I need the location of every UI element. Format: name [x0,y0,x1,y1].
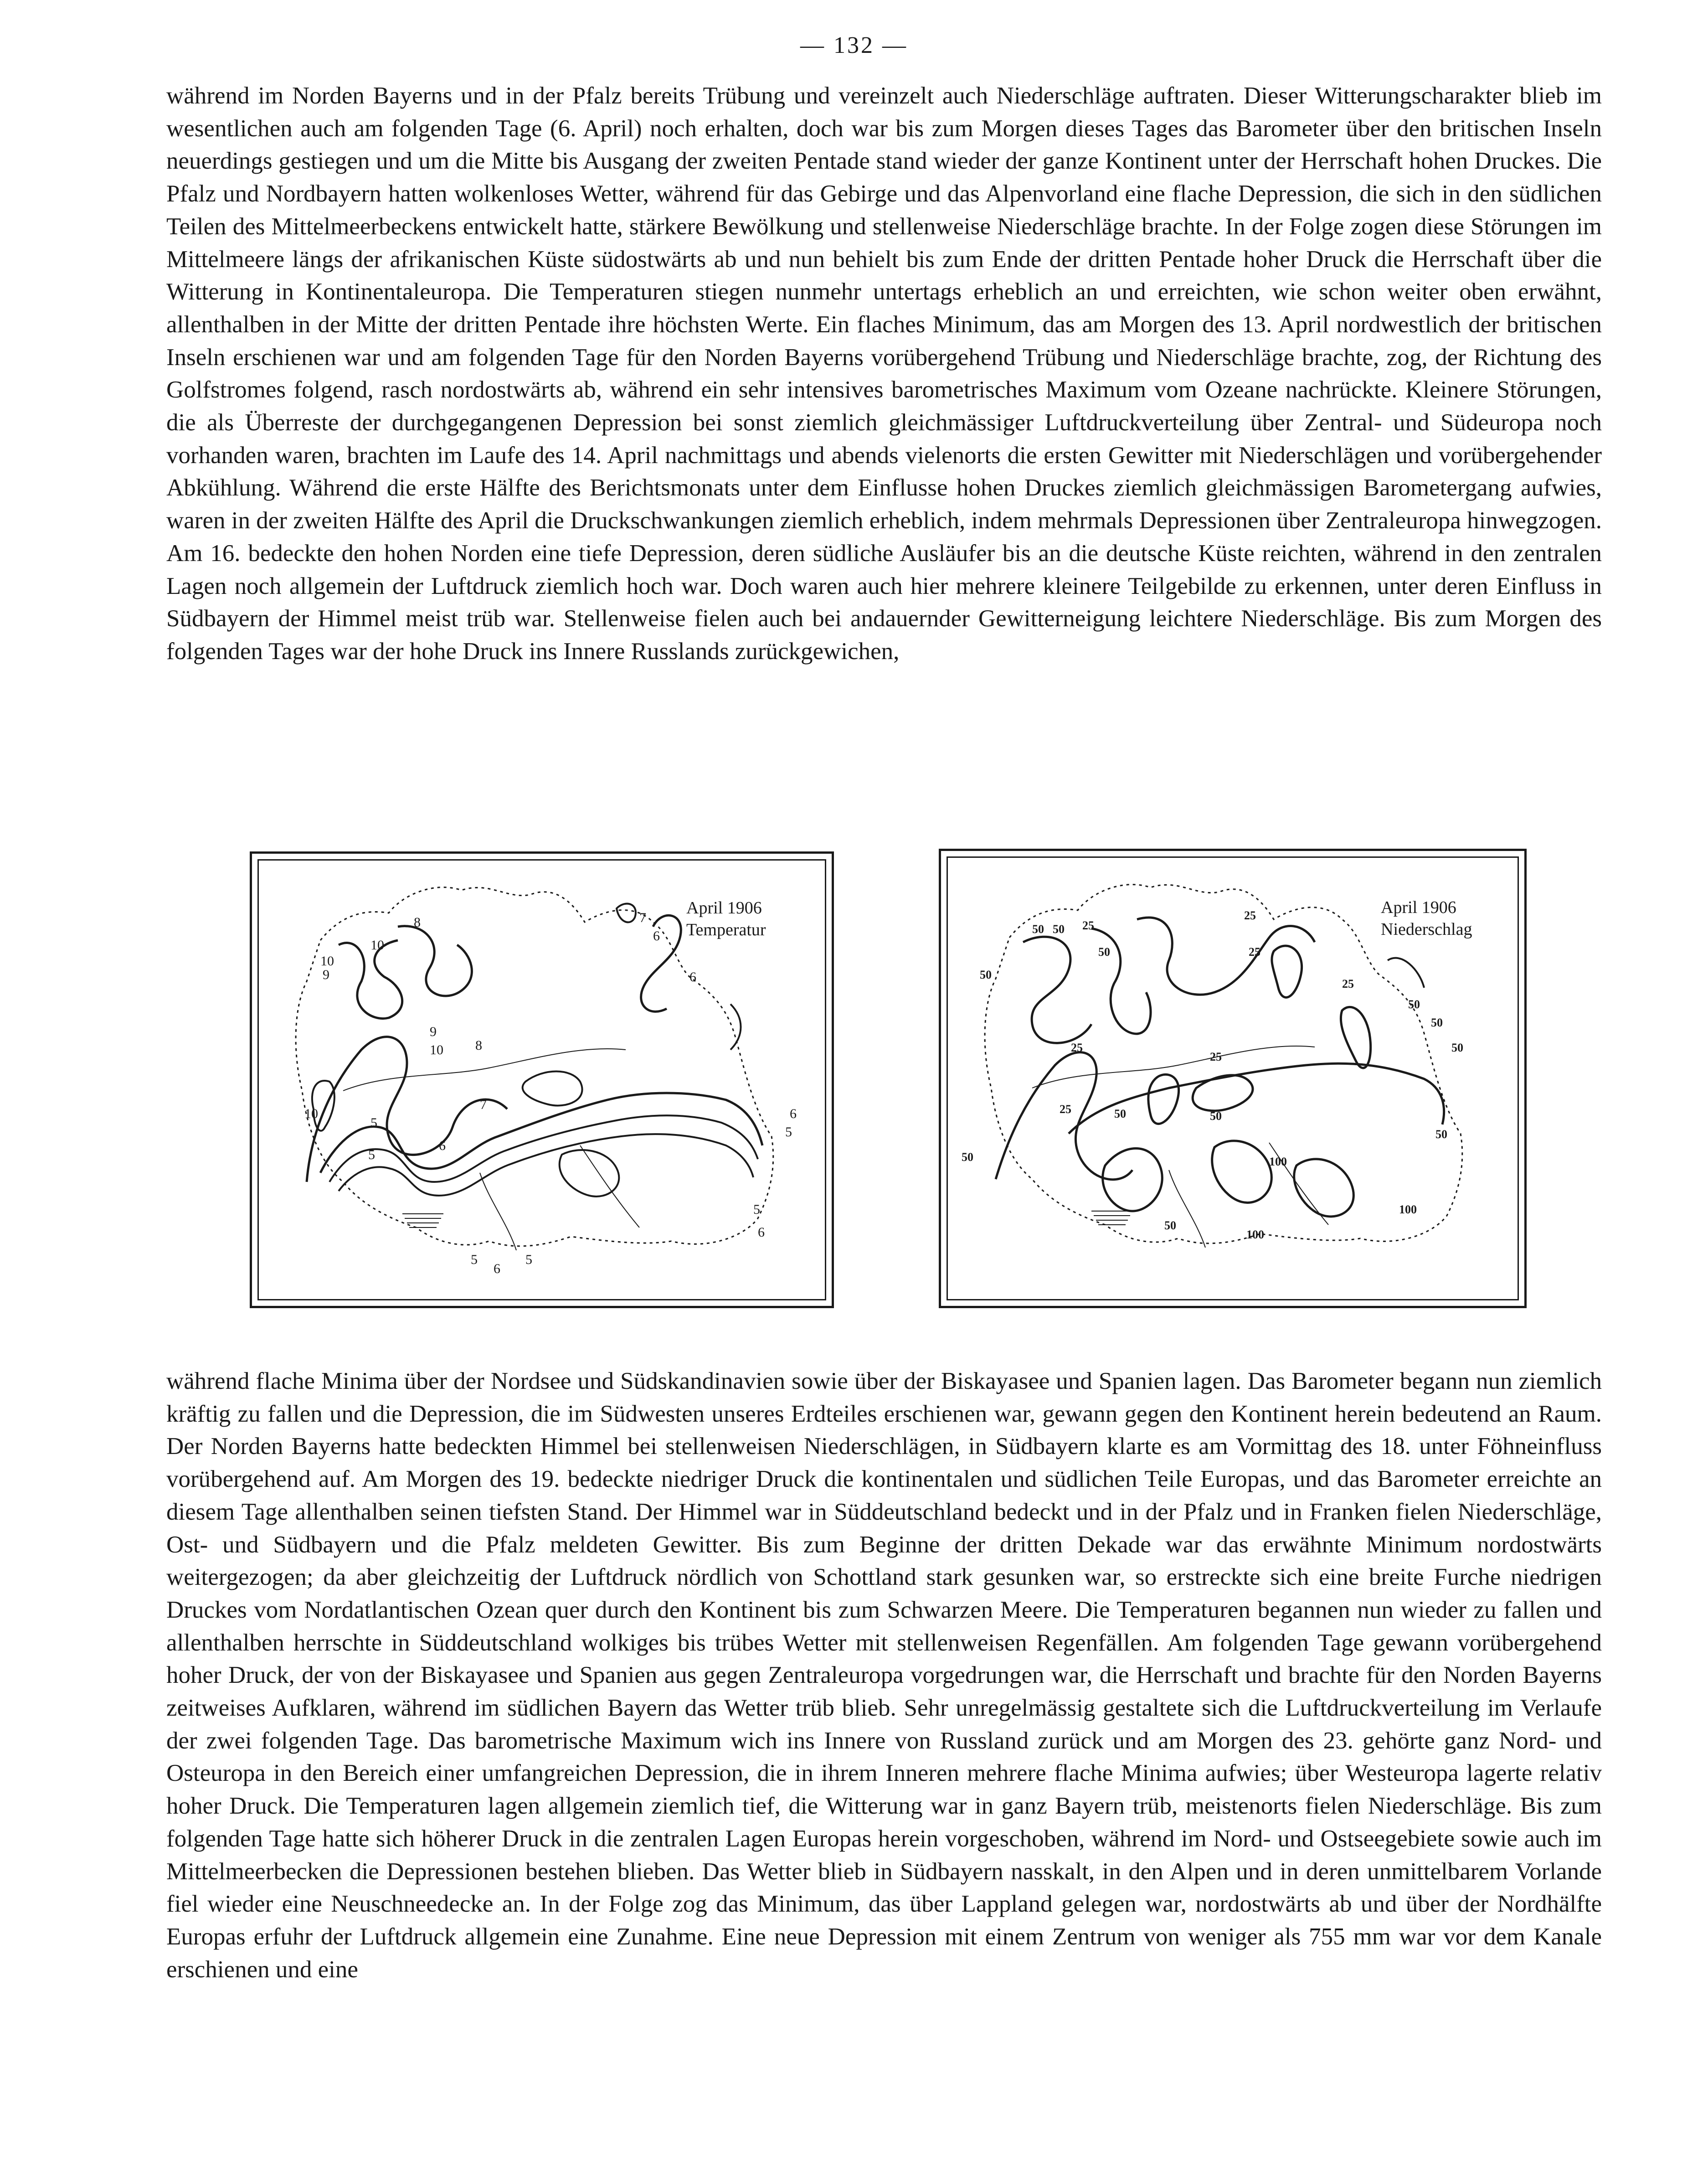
precipitation-map-title-line2: Niederschlag [1381,920,1472,939]
temp-isotherm [312,1081,334,1131]
temp-isotherm [617,904,636,923]
precip-isohyet [1212,1141,1272,1203]
temp-label: 5 [368,1147,375,1162]
temp-label: 9 [430,1024,437,1039]
temp-isotherm [523,1072,582,1106]
map-precipitation [939,849,1527,1308]
precip-label: 50 [1114,1107,1126,1120]
precip-label: 100 [1246,1228,1264,1241]
precipitation-map-title [1381,897,1472,940]
temp-label: 7 [639,910,646,925]
precip-isohyet [996,1052,1132,1180]
temp-label: 10 [370,938,384,953]
precip-label: 50 [1210,1109,1222,1123]
map-temperature [250,851,834,1308]
precip-label: 25 [1071,1041,1083,1054]
temp-label: 6 [758,1225,765,1240]
precip-label: 25 [1244,909,1256,922]
temp-river [480,1173,516,1250]
precip-label: 100 [1269,1155,1287,1168]
temp-label: 6 [653,928,660,944]
precip-label: 50 [962,1150,973,1164]
temp-river [343,1049,626,1091]
page-number: — 132 — [800,32,908,58]
temp-label: 7 [480,1097,487,1112]
precip-label: 50 [980,968,992,981]
precip-label: 50 [1098,945,1110,959]
temp-label: 9 [323,967,329,982]
temperature-map-title-line1: April 1906 [686,898,762,918]
temp-label: 10 [320,954,334,969]
precip-isohyet [1023,937,1091,1043]
precip-label: 50 [1053,923,1065,936]
temp-label: 5 [471,1252,478,1267]
temp-isotherm [731,1004,741,1050]
precip-isohyet [1272,946,1302,997]
precip-label: 25 [1060,1103,1071,1116]
temp-label: 5 [785,1124,792,1140]
precip-isohyet [1388,958,1424,988]
precip-label: 25 [1082,919,1094,932]
precip-isohyet [1069,1063,1444,1134]
precip-label: 50 [1408,998,1420,1011]
temp-isotherm [641,915,681,1011]
temp-label: 6 [439,1138,446,1153]
precip-isohyet [1294,1159,1354,1217]
precip-label: 50 [1164,1219,1176,1232]
temp-river [580,1145,639,1227]
precip-label: 100 [1399,1203,1417,1216]
temp-label: 8 [414,915,421,930]
temp-label: 5 [370,1115,377,1130]
temp-label: 6 [790,1106,797,1121]
temperature-map-title [686,897,766,941]
precip-isohyet [1091,928,1151,1034]
temp-isotherm [339,1134,753,1196]
temp-isotherm [307,1037,507,1182]
temp-label: 5 [525,1252,532,1267]
precip-label: 25 [1249,945,1260,959]
precip-label: 50 [1435,1128,1447,1141]
precip-label: 25 [1342,977,1354,990]
precip-label: 50 [1451,1041,1463,1054]
temp-label: 5 [753,1202,760,1217]
precip-label: 50 [1431,1016,1443,1029]
paragraph-bottom: während flache Minima über der Nordsee und Südskandinavien sowie über der Biskayasee und Spanien lagen. Das Barometer begann nun ziemlich kräftig zu fallen und die Depression, die im Südwesten unseres Erdteiles erschienen war, gewann gegen den Kontinent herein bedeutend an Raum. Der Norden Bayerns hatte bedeckten Himmel bei stellenweisen Niederschlägen, in Südbayern klarte es am Vormittag des 18. unter Föhneinfluss vorübergehend auf. Am Morgen des 19. bedeckte niedriger Druck die kontinentalen und südlichen Teile Europas, und das Barometer erreichte an diesem Tage allenthalben seinen tiefsten Stand. Der Himmel war in Süddeutschland bedeckt und in der Pfalz und in Franken fielen Niederschläge, Ost- und Südbayern und die Pfalz meldeten Gewitter. Bis zum Beginne der dritten Dekade war das erwähnte Minimum nordostwärts weitergezogen; da aber gleichzeitig der Luftdruck nördlich von Schottland stark gesunken war, so erstreckte sich eine breite Furche niedrigen Druckes vom Nordatlantischen Ozean quer durch den Kontinent bis zum Schwarzen Meere. Die Temperaturen begannen nun wieder zu fallen und allenthalben herrschte in Süddeutschland wolkiges bis trübes Wetter mit stellenweisen Regenfällen. Am folgenden Tage gewann vorübergehend hoher Druck, der von der Biskayasee und Spanien aus gegen Zentraleuropa vorgedrungen war, die Herrschaft und brachte für den Norden Bayerns zeitweises Aufklaren, während im südlichen Bayern das Wetter trüb blieb. Sehr unregelmässig gestaltete sich die Luftdruckverteilung im Verlaufe der zwei folgenden Tage. Das barometrische Maximum wich ins Innere von Russland zurück und am Morgen des 23. gehörte ganz Nord- und Osteuropa in den Bereich einer umfangreichen Depression, die in ihrem Inneren mehrere flache Minima aufwies; über Westeuropa lagerte relativ hoher Druck. Die Temperaturen lagen allgemein ziemlich tief, die Witterung war in ganz Bayern trüb, meistenorts fielen Niederschläge. Bis zum folgenden Tage hatte sich höherer Druck in die zentralen Lagen Europas herein vorgeschoben, während im Nord- und Ostseegebiete sowie auch im Mittelmeerbecken die Depressionen bestehen blieben. Das Wetter blieb in Südbayern nasskalt, in den Alpen und in deren unmittelbarem Vorlande fiel wieder eine Neuschneedecke an. In der Folge zog das Minimum, das über Lappland gelegen war, nordostwärts ab und über der Nordhälfte Europas erfuhr der Luftdruck allgemein eine Zunahme. Eine neue Depression mit einem Zentrum von weniger als 755 mm war vor dem Kanale erschienen und eine [166,1368,1602,1983]
paragraph-top: während im Norden Bayerns und in der Pfalz bereits Trübung und vereinzelt auch Niederschläge auftraten. Dieser Witterungscharakter blieb im wesentlichen auch am folgenden Tage (6. April) noch erhalten, doch war bis zum Morgen dieses Tages das Barometer über den britischen Inseln neuerdings gestiegen und um die Mitte bis Ausgang der zweiten Pentade stand wieder der ganze Kontinent unter der Herrschaft hohen Druckes. Die Pfalz und Nordbayern hatten wolkenloses Wetter, während für das Gebirge und das Alpenvorland eine flache Depression, die sich in den südlichen Teilen des Mittelmeerbeckens entwickelt hatte, stärkere Bewölkung und stellenweise Niederschläge brachte. In der Folge zogen diese Störungen im Mittelmeere längs der afrikanischen Küste südostwärts ab und nun behielt bis zum Ende der dritten Pentade hoher Druck die Herrschaft über die Witterung in Kontinentaleuropa. Die Temperaturen stiegen nunmehr untertags erheblich an und erreichten, wie schon weiter oben erwähnt, allenthalben in der Mitte der dritten Pentade ihre höchsten Werte. Ein flaches Minimum, das am Morgen des 13. April nordwestlich der britischen Inseln erschienen war und am folgenden Tage für den Norden Bayerns vorübergehend Trübung und Niederschläge brachte, zog, der Richtung des Golfstromes folgend, rasch nordostwärts ab, während ein sehr intensives barometrisches Maximum vom Ozeane nachrückte. Kleinere Störungen, die als Überreste der durchgegangenen Depression bei sonst ziemlich gleichmässiger Luftdruckverteilung über Zentral- und Südeuropa noch vorhanden waren, brachten im Laufe des 14. April nachmittags und abends vielenorts die ersten Gewitter mit Niederschlägen und vorübergehender Abkühlung. Während die erste Hälfte des Berichtsmonats unter dem Einflusse hohen Druckes ziemlich gleichmässigen Barometergang aufwies, waren in der zweiten Hälfte des April die Druckschwankungen ziemlich erheblich, indem mehrmals Depressionen über Zentraleuropa hinwegzogen. Am 16. bedeckte den hohen Norden eine tiefe Depression, deren südliche Ausläufer bis an die deutsche Küste reichten, während in den zentralen Lagen noch allgemein der Luftdruck ziemlich hoch war. Doch waren auch hier mehrere kleinere Teilgebilde zu erkennen, unter deren Einfluss in Südbayern der Himmel meist trüb war. Stellenweise fielen auch bei andauernder Gewitterneigung leichtere Niederschläge. Bis zum Morgen des folgenden Tages war der hohe Druck ins Innere Russlands zurückgewichen, [166,83,1602,665]
temp-label: 10 [304,1106,318,1121]
precip-river [1169,1170,1205,1248]
temp-label: 6 [689,969,696,985]
precip-label: 50 [1032,923,1044,936]
temp-isotherm [329,1115,758,1182]
temp-isotherm [398,926,472,996]
precip-isohyet [1341,1007,1370,1068]
precip-label: 25 [1210,1050,1222,1063]
precip-isohyet [1148,1074,1179,1124]
temp-label: 6 [494,1261,500,1276]
precip-isohyet [1137,918,1315,995]
temp-border-outline [296,887,773,1246]
temp-label: 10 [430,1042,443,1057]
temp-label: 8 [475,1038,482,1053]
temperature-map-title-line2: Temperatur [686,920,766,939]
precipitation-map-title-line1: April 1906 [1381,898,1456,917]
